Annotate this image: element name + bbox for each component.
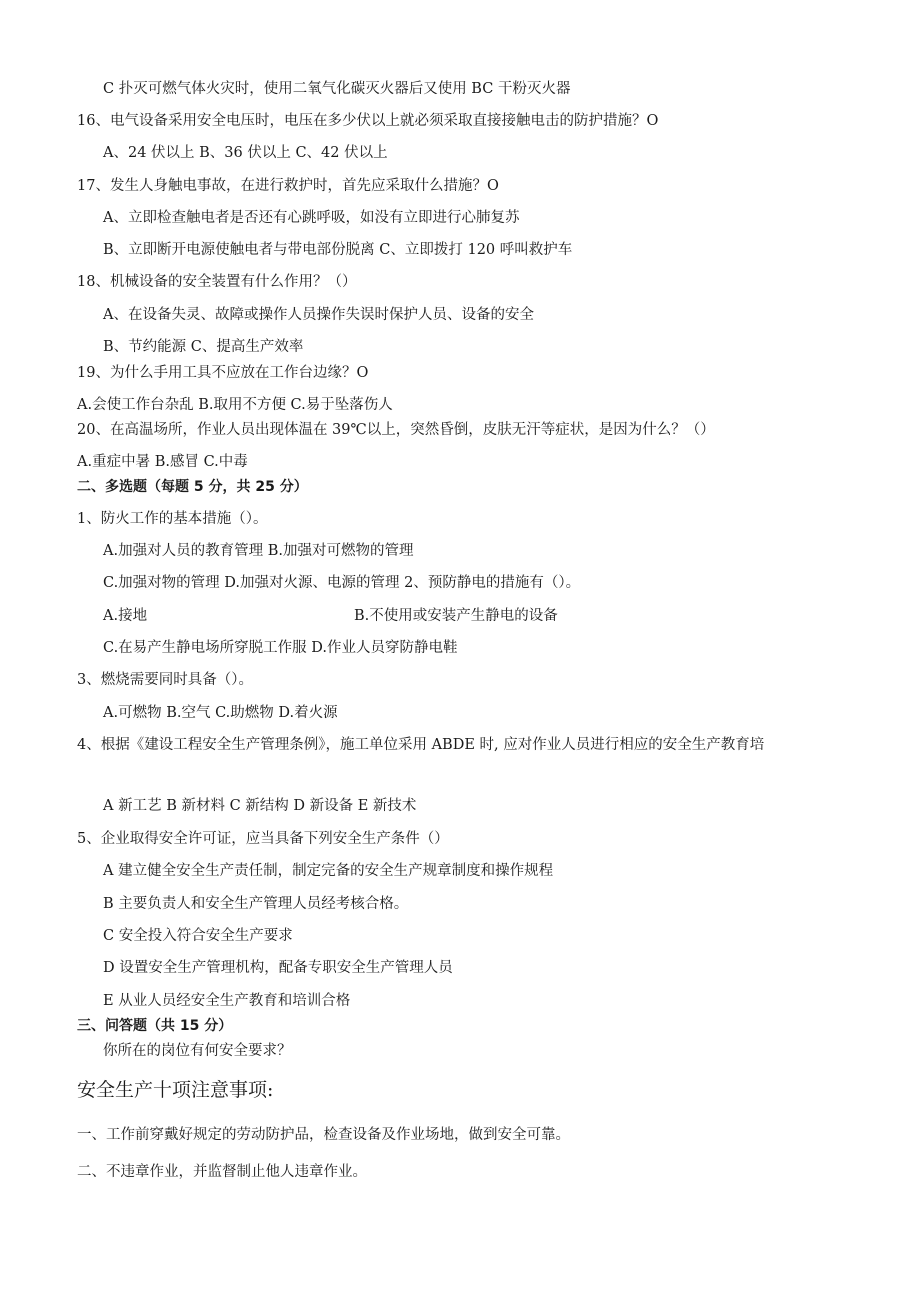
question-17: 17、发生人身触电事故，在进行救护时，首先应采取什么措施？O	[77, 178, 499, 194]
q18-option-a: A、在设备失灵、故障或操作人员操作失误时保护人员、设备的安全	[103, 307, 534, 323]
mc3-options: A.可燃物 B.空气 C.助燃物 D.着火源	[103, 705, 338, 721]
mc2-option-b: B.不使用或安装产生静电的设备	[354, 608, 558, 624]
q16-options: A、24 伏以上 B、36 伏以上 C、42 伏以上	[103, 145, 388, 161]
q17-option-a: A、立即检查触电者是否还有心跳呼吸，如没有立即进行心肺复苏	[103, 210, 520, 226]
mc-question-1: 1、防火工作的基本措施（）。	[77, 511, 268, 527]
mc2-options-cd: C.在易产生静电场所穿脱工作服 D.作业人员穿防静电鞋	[103, 640, 458, 656]
mc5-option-a: A 建立健全安全生产责任制，制定完备的安全生产规章制度和操作规程	[103, 863, 554, 879]
question-19: 19、为什么手用工具不应放在工作台边缘？O	[77, 365, 369, 381]
mc1-options-cd-mc-question-2: C.加强对物的管理 D.加强对火源、电源的管理 2、预防静电的措施有（）。	[103, 575, 581, 591]
mc5-option-e: E 从业人员经安全生产教育和培训合格	[103, 993, 351, 1009]
mc-question-5: 5、企业取得安全许可证，应当具备下列安全生产条件（）	[77, 831, 449, 847]
mc-question-4: 4、根据《建设工程安全生产管理条例》，施工单位采用 ABDE 时, 应对作业人员进行相应的安全生产教育培	[77, 737, 765, 753]
qa-question: 你所在的岗位有何安全要求？	[103, 1043, 292, 1059]
safety-note-1: 一、工作前穿戴好规定的劳动防护品，检查设备及作业场地，做到安全可靠。	[77, 1127, 570, 1143]
q20-options: A.重症中暑 B.感冒 C.中毒	[77, 454, 248, 470]
mc5-option-b: B 主要负责人和安全生产管理人员经考核合格。	[103, 896, 409, 912]
mc1-options-ab: A.加强对人员的教育管理 B.加强对可燃物的管理	[103, 543, 414, 559]
mc4-options: A 新工艺 B 新材料 C 新结构 D 新设备 E 新技术	[103, 798, 417, 814]
mc5-option-d: D 设置安全生产管理机构，配备专职安全生产管理人员	[103, 960, 453, 976]
mc2-option-a: A.接地	[103, 608, 148, 624]
question-16: 16、电气设备采用安全电压时，电压在多少伏以上就必须采取直接接触电击的防护措施？O	[77, 113, 659, 129]
safety-note-2: 二、不违章作业，并监督制止他人违章作业。	[77, 1164, 367, 1180]
q15-option-c: C 扑灭可燃气体火灾时，使用二氧气化碳灭火器后又使用 BC 干粉灭火器	[103, 81, 571, 97]
section-qa-heading: 三、问答题（共 15 分）	[77, 1018, 233, 1034]
q17-options-bc: B、立即断开电源使触电者与带电部份脱离 C、立即拨打 120 呼叫救护车	[103, 242, 573, 258]
q18-options-bc: B、节约能源 C、提高生产效率	[103, 339, 304, 355]
safety-notes-title: 安全生产十项注意事项:	[77, 1079, 274, 1101]
question-18: 18、机械设备的安全装置有什么作用？（）	[77, 274, 357, 290]
mc5-option-c: C 安全投入符合安全生产要求	[103, 928, 293, 944]
question-20: 20、在高温场所，作业人员出现体温在 39℃以上，突然昏倒，皮肤无汗等症状，是因为什么？（）	[77, 422, 715, 438]
section-multiple-choice-heading: 二、多选题（每题 5 分，共 25 分）	[77, 479, 308, 495]
mc-question-3: 3、燃烧需要同时具备（）。	[77, 672, 253, 688]
q19-options: A.会使工作台杂乱 B.取用不方便 C.易于坠落伤人	[77, 397, 393, 413]
